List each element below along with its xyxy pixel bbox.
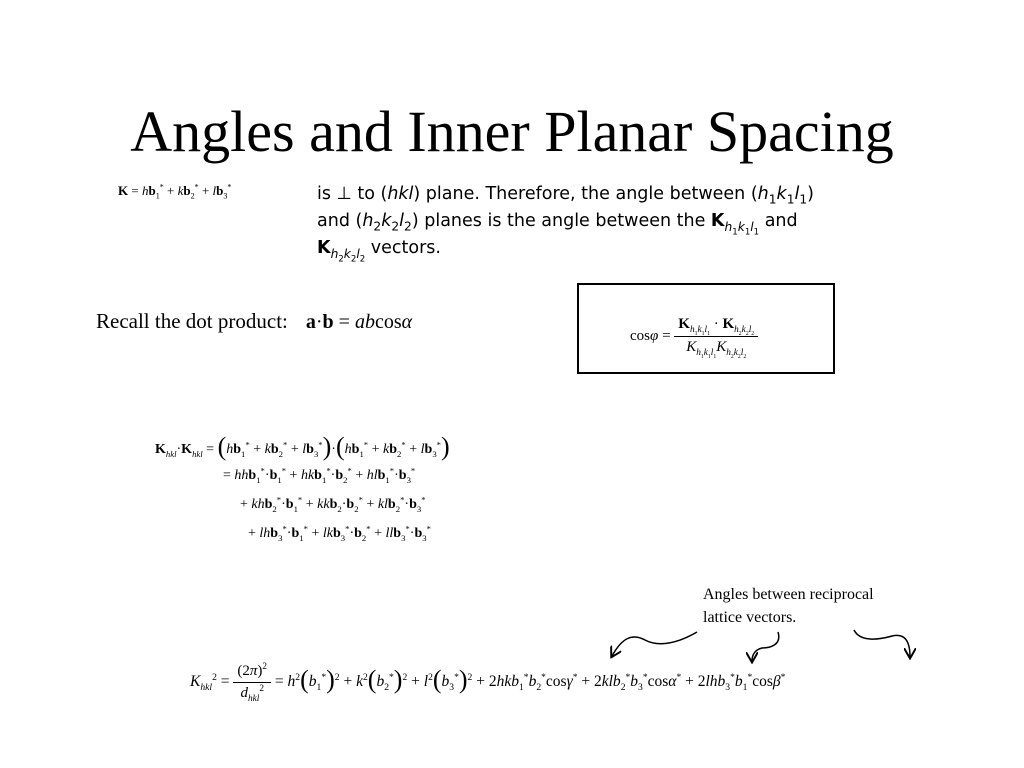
dot-product-formula: a·b = abcosα	[305, 311, 413, 333]
perpendicular-explanation: is ⊥ to (hkl) plane. Therefore, the angle between $(h_1k_1l_1)$ and $(h_2k_2l_2)$ planes is the angle between the $K_{h_1k_1l_1}$ and $K_{h_2k_2l_2}$ vectors.	[317, 184, 814, 264]
slide-title: Angles and Inner Planar Spacing	[130, 99, 894, 164]
k-vector-definition: $K = hb_1^* + kb_2^* + lb_3^*$	[118, 182, 232, 201]
cos-phi-formula: cosφ = $\frac{K_{h_1k_1l_1} \cdot K_{h_2k_2l_2}}{K_{h_1k_1l_1}K_{h_2k_2l_2}}$	[630, 316, 758, 357]
reciprocal-angles-note: Angles between reciprocal lattice vectors.	[703, 586, 874, 626]
spacing-formula: $K_{hkl}^2$ = $\frac{(2\pi)^2}{d_{hkl}^2}$ = $h^2(b_1^*)^2 + k^2(b_2^*)^2 + l^2(b_3^*)^2 + 2hkb_1^*b_2^*\cos\gamma^* + 2klb_2^*b_3^*\cos\alpha^* + 2lhb_3^*b_1^*\cos\beta^*$	[190, 662, 786, 704]
arrow-to-gamma	[612, 632, 697, 656]
recall-label: Recall the dot product:	[96, 309, 288, 333]
arrow-to-beta	[854, 630, 910, 657]
arrow-to-alpha	[752, 632, 779, 661]
dot-product-expansion: $K_{hkl}\cdot K_{hkl} = (hb_1^* + kb_2^* + lb_3^*)\cdot(hb_1^* + kb_2^* + lb_3^*)$ = $hhb_1^*\cdot b_1^* + hkb_1^*\cdot b_2^* + hlb_1^*\cdot b_3^*$ + $khb_2^*\cdot b_1^* + kkb_2\cdot b_2^* + klb_2^*\cdot b_3^*$ + $lhb_3^*\cdot b_1^* + lkb_3^*\cdot b_2^* + llb_3^*\cdot b_3^*$	[155, 432, 450, 543]
